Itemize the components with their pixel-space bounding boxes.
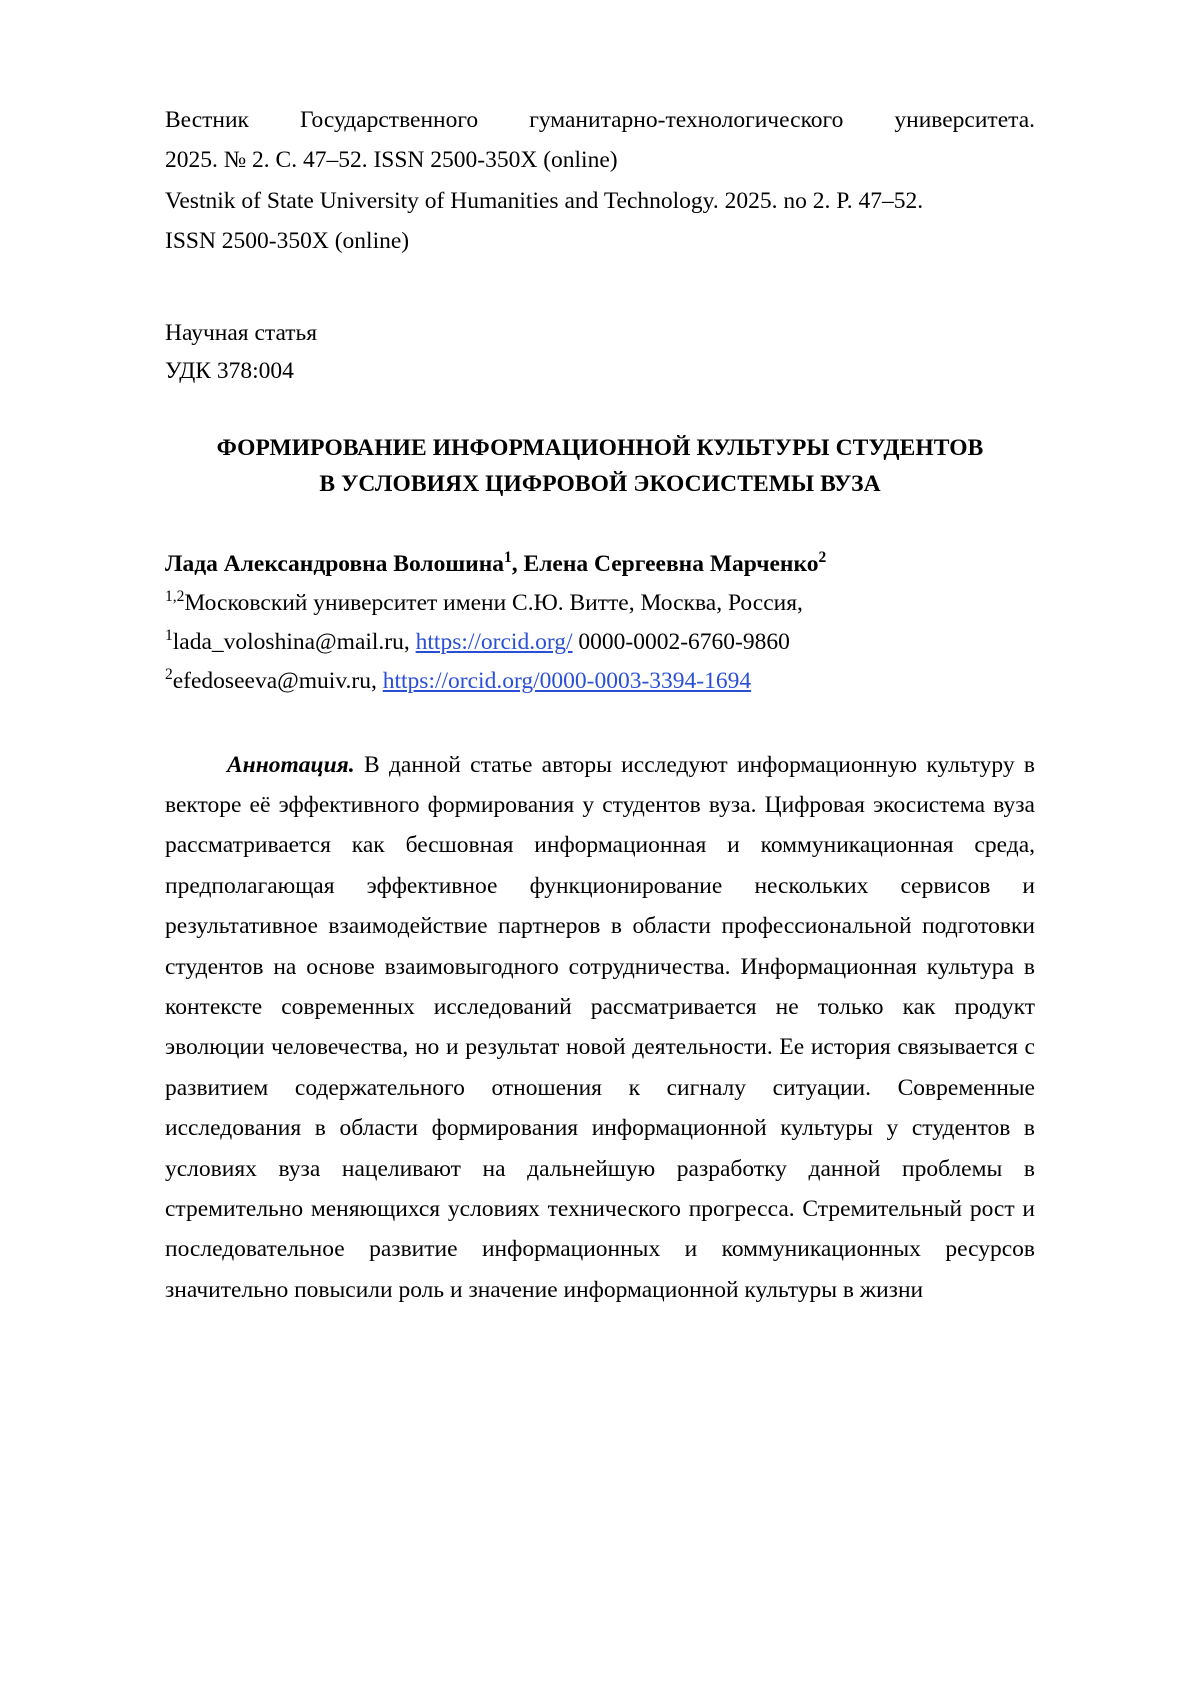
author-2-contact <box>165 662 1035 701</box>
authors-section <box>165 545 1035 701</box>
author-1-name: Лада Александровна Волошина <box>165 550 505 577</box>
journal-en-line-1: Vestnik of State University of Humanities and Technology. 2025. no 2. P. 47–52. <box>165 187 924 214</box>
author-1-email: lada_voloshina@mail.ru, <box>172 628 416 655</box>
author-1-contact <box>165 623 1035 662</box>
author-1-orcid-link[interactable]: https://orcid.org/ <box>415 628 573 655</box>
author-affiliation <box>165 584 1035 623</box>
author-2-marker: 2 <box>818 548 827 566</box>
author-2-separator: , <box>371 667 383 694</box>
journal-ru-line-2: 2025. № 2. С. 47–52. ISSN 2500-350X (online) <box>165 147 618 174</box>
page-title <box>165 430 1035 503</box>
author-2-name: , Елена Сергеевна Марченко <box>511 550 819 577</box>
author-1-orcid-id: 0000-0002-6760-9860 <box>572 628 790 655</box>
article-type: Научная статья <box>165 319 318 346</box>
abstract-text: В данной статье авторы исследуют информационную культуру в векторе её эффективного формирования у студентов вуза. Цифровая экосистема вуза рассматривается как бесшовная информационная и коммуникационная среда, предполагающая эффективное функционирование нескольких сервисов и результативное взаимодействие партнеров в области профессиональной подготовки студентов на основе взаимовыгодного сотрудничества. Информационная культура в контексте современных исследований рассматривается не только как продукт эволюции человечества, но и результат новой деятельности. Ее история связывается с развитием содержательного отношения к сигналу ситуации. Современные исследования в области формирования информационной культуры у студентов в условиях вуза нацеливают на дальнейшую разработку данной проблемы в стремительно меняющихся условиях технического прогресса. Стремительный рост и последовательное развитие информационных и коммуникационных ресурсов значительно повысили роль и значение информационной культуры в жизни <box>165 751 1035 1303</box>
title-line-2: В УСЛОВИЯХ ЦИФРОВОЙ ЭКОСИСТЕМЫ ВУЗА <box>319 471 881 498</box>
contact-1-marker: 1 <box>165 626 173 644</box>
udk-code: УДК 378:004 <box>165 357 294 384</box>
author-2-email: efedoseeva@muiv.ru <box>172 667 371 694</box>
abstract-paragraph <box>165 745 1035 1311</box>
contact-2-marker: 2 <box>165 665 173 683</box>
title-line-1: ФОРМИРОВАНИЕ ИНФОРМАЦИОННОЙ КУЛЬТУРЫ СТУДЕНТОВ <box>216 434 984 461</box>
author-names <box>165 545 1035 584</box>
author-1-marker: 1 <box>504 548 512 566</box>
abstract-label: Аннотация. <box>227 751 355 778</box>
journal-ru-line-1: Вестник Государственного гуманитарно-технологического университета. <box>165 107 1035 133</box>
journal-en-line-2: ISSN 2500-350X (online) <box>165 228 410 255</box>
affiliation-marker: 1,2 <box>165 587 185 605</box>
journal-header <box>165 100 1035 262</box>
author-2-orcid-link[interactable]: https://orcid.org/0000-0003-3394-1694 <box>382 667 752 694</box>
affiliation-text: Московский университет имени С.Ю. Витте, Москва, Россия, <box>184 589 803 616</box>
article-meta <box>165 314 1035 390</box>
